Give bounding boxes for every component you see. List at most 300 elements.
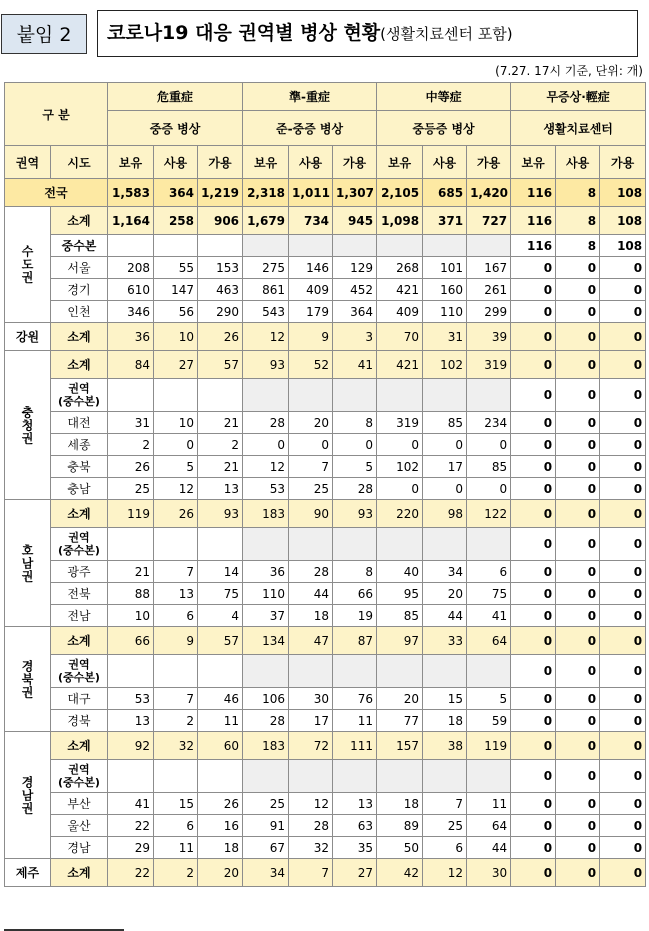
value-cell: 5 <box>154 456 198 478</box>
value-cell: 0 <box>600 434 646 456</box>
value-cell: 543 <box>243 301 289 323</box>
value-cell: 290 <box>198 301 243 323</box>
sido-cell: 권역 (중수본) <box>51 528 108 561</box>
value-cell <box>377 528 423 561</box>
sido-cell: 경기 <box>51 279 108 301</box>
value-cell: 26 <box>198 793 243 815</box>
value-cell: 102 <box>423 351 467 379</box>
sido-cell: 경남 <box>51 837 108 859</box>
header-row-hanja <box>5 83 646 111</box>
value-cell: 3 <box>333 323 377 351</box>
value-cell: 0 <box>600 837 646 859</box>
value-cell: 93 <box>198 500 243 528</box>
value-cell: 0 <box>511 859 556 887</box>
value-cell: 7 <box>154 561 198 583</box>
value-cell: 319 <box>467 351 511 379</box>
value-cell <box>108 528 154 561</box>
sub-header: 가용 <box>467 146 511 179</box>
value-cell: 37 <box>243 605 289 627</box>
value-cell: 0 <box>511 627 556 655</box>
value-cell: 16 <box>198 815 243 837</box>
value-cell: 50 <box>377 837 423 859</box>
value-cell <box>467 235 511 257</box>
value-cell: 17 <box>289 710 333 732</box>
value-cell: 28 <box>333 478 377 500</box>
value-cell: 157 <box>377 732 423 760</box>
value-cell: 106 <box>243 688 289 710</box>
value-cell: 67 <box>243 837 289 859</box>
value-cell: 11 <box>198 710 243 732</box>
table-row <box>5 793 646 815</box>
header-row-sub <box>5 146 646 179</box>
sub-header: 보유 <box>243 146 289 179</box>
value-cell: 0 <box>556 478 600 500</box>
value-cell: 0 <box>511 456 556 478</box>
value-cell: 85 <box>377 605 423 627</box>
value-cell: 0 <box>556 379 600 412</box>
value-cell: 18 <box>198 837 243 859</box>
value-cell: 90 <box>289 500 333 528</box>
value-cell: 8 <box>333 561 377 583</box>
value-cell: 39 <box>467 323 511 351</box>
value-cell <box>289 655 333 688</box>
value-cell: 0 <box>511 837 556 859</box>
value-cell: 41 <box>333 351 377 379</box>
value-cell: 0 <box>600 732 646 760</box>
value-cell: 12 <box>289 793 333 815</box>
value-cell: 734 <box>289 207 333 235</box>
value-cell: 0 <box>511 605 556 627</box>
value-cell: 8 <box>333 412 377 434</box>
table-row <box>5 760 646 793</box>
value-cell: 102 <box>377 456 423 478</box>
value-cell: 44 <box>467 837 511 859</box>
value-cell: 20 <box>377 688 423 710</box>
value-cell <box>154 760 198 793</box>
value-cell: 0 <box>600 793 646 815</box>
value-cell: 0 <box>556 412 600 434</box>
value-cell <box>243 760 289 793</box>
value-cell <box>198 655 243 688</box>
value-cell: 0 <box>556 561 600 583</box>
value-cell: 44 <box>289 583 333 605</box>
group-name-header: 준-중증 병상 <box>243 111 377 146</box>
value-cell: 0 <box>511 279 556 301</box>
value-cell: 22 <box>108 815 154 837</box>
value-cell: 10 <box>154 323 198 351</box>
value-cell: 57 <box>198 351 243 379</box>
table-body <box>5 83 646 887</box>
table-row <box>5 351 646 379</box>
sido-cell: 중수본 <box>51 235 108 257</box>
value-cell <box>243 655 289 688</box>
table-row <box>5 837 646 859</box>
sido-cell: 소계 <box>51 323 108 351</box>
value-cell: 7 <box>154 688 198 710</box>
group-hanja-header: 準-重症 <box>243 83 377 111</box>
value-cell <box>108 379 154 412</box>
value-cell: 60 <box>198 732 243 760</box>
value-cell: 0 <box>556 688 600 710</box>
value-cell: 21 <box>108 561 154 583</box>
value-cell: 0 <box>556 793 600 815</box>
value-cell: 66 <box>108 627 154 655</box>
page-title <box>97 10 638 57</box>
value-cell: 0 <box>511 688 556 710</box>
value-cell <box>423 235 467 257</box>
value-cell <box>154 655 198 688</box>
value-cell: 95 <box>377 583 423 605</box>
value-cell: 38 <box>423 732 467 760</box>
total-value: 1,583 <box>108 179 154 207</box>
total-value: 1,219 <box>198 179 243 207</box>
sub-header: 사용 <box>556 146 600 179</box>
value-cell: 129 <box>333 257 377 279</box>
bed-status-table <box>4 82 646 887</box>
value-cell <box>377 655 423 688</box>
value-cell: 119 <box>108 500 154 528</box>
value-cell: 44 <box>423 605 467 627</box>
value-cell: 33 <box>423 627 467 655</box>
value-cell: 0 <box>289 434 333 456</box>
value-cell: 84 <box>108 351 154 379</box>
title-main: 코로나19 대응 권역별 병상 현황 <box>107 22 381 44</box>
table-row <box>5 627 646 655</box>
sub-header: 사용 <box>154 146 198 179</box>
value-cell: 268 <box>377 257 423 279</box>
value-cell: 42 <box>377 859 423 887</box>
group-name-header: 생활치료센터 <box>511 111 646 146</box>
value-cell: 0 <box>600 323 646 351</box>
value-cell: 7 <box>423 793 467 815</box>
value-cell: 76 <box>333 688 377 710</box>
table-row <box>5 412 646 434</box>
value-cell: 29 <box>108 837 154 859</box>
value-cell: 0 <box>556 583 600 605</box>
region-header: 권역 <box>5 146 51 179</box>
value-cell: 0 <box>511 478 556 500</box>
value-cell: 25 <box>243 793 289 815</box>
table-row <box>5 478 646 500</box>
value-cell: 20 <box>289 412 333 434</box>
value-cell: 0 <box>600 412 646 434</box>
sub-header: 보유 <box>108 146 154 179</box>
value-cell: 610 <box>108 279 154 301</box>
table-row <box>5 561 646 583</box>
value-cell <box>198 379 243 412</box>
value-cell: 28 <box>289 561 333 583</box>
value-cell: 11 <box>154 837 198 859</box>
table-row <box>5 528 646 561</box>
value-cell: 64 <box>467 815 511 837</box>
value-cell: 27 <box>333 859 377 887</box>
value-cell: 27 <box>154 351 198 379</box>
value-cell: 0 <box>154 434 198 456</box>
sido-cell: 광주 <box>51 561 108 583</box>
value-cell: 32 <box>154 732 198 760</box>
value-cell: 0 <box>511 412 556 434</box>
value-cell: 0 <box>511 434 556 456</box>
value-cell: 261 <box>467 279 511 301</box>
value-cell: 179 <box>289 301 333 323</box>
value-cell: 463 <box>198 279 243 301</box>
value-cell: 28 <box>289 815 333 837</box>
value-cell: 13 <box>198 478 243 500</box>
value-cell: 111 <box>333 732 377 760</box>
value-cell: 85 <box>423 412 467 434</box>
value-cell <box>423 379 467 412</box>
value-cell: 34 <box>423 561 467 583</box>
sub-header: 가용 <box>600 146 646 179</box>
value-cell: 0 <box>511 732 556 760</box>
sido-cell: 서울 <box>51 257 108 279</box>
value-cell: 2 <box>108 434 154 456</box>
value-cell: 134 <box>243 627 289 655</box>
value-cell: 75 <box>198 583 243 605</box>
value-cell: 32 <box>289 837 333 859</box>
value-cell: 21 <box>198 456 243 478</box>
total-value: 1,307 <box>333 179 377 207</box>
region-cell: 제주 <box>5 859 51 887</box>
value-cell: 1,679 <box>243 207 289 235</box>
sido-cell: 전남 <box>51 605 108 627</box>
group-name-header: 중등증 병상 <box>377 111 511 146</box>
total-value: 685 <box>423 179 467 207</box>
value-cell: 220 <box>377 500 423 528</box>
value-cell <box>289 528 333 561</box>
value-cell: 14 <box>198 561 243 583</box>
sido-cell: 인천 <box>51 301 108 323</box>
value-cell: 6 <box>154 605 198 627</box>
value-cell: 64 <box>467 627 511 655</box>
value-cell: 0 <box>556 434 600 456</box>
group-hanja-header: 中等症 <box>377 83 511 111</box>
value-cell: 70 <box>377 323 423 351</box>
sido-cell: 대전 <box>51 412 108 434</box>
value-cell: 0 <box>600 710 646 732</box>
value-cell: 18 <box>423 710 467 732</box>
region-cell: 수도권 <box>5 207 51 323</box>
value-cell: 0 <box>467 478 511 500</box>
table-row <box>5 323 646 351</box>
value-cell: 101 <box>423 257 467 279</box>
value-cell <box>333 235 377 257</box>
value-cell <box>243 235 289 257</box>
value-cell: 26 <box>198 323 243 351</box>
value-cell: 0 <box>556 257 600 279</box>
value-cell: 41 <box>467 605 511 627</box>
value-cell: 12 <box>243 456 289 478</box>
value-cell: 0 <box>423 478 467 500</box>
value-cell: 26 <box>108 456 154 478</box>
value-cell: 452 <box>333 279 377 301</box>
sub-header: 사용 <box>289 146 333 179</box>
value-cell: 10 <box>154 412 198 434</box>
value-cell: 2 <box>154 859 198 887</box>
value-cell: 421 <box>377 279 423 301</box>
value-cell: 122 <box>467 500 511 528</box>
value-cell: 15 <box>423 688 467 710</box>
value-cell: 0 <box>556 500 600 528</box>
value-cell <box>243 379 289 412</box>
value-cell: 98 <box>423 500 467 528</box>
value-cell: 10 <box>108 605 154 627</box>
value-cell <box>289 379 333 412</box>
sido-cell: 대구 <box>51 688 108 710</box>
value-cell: 30 <box>289 688 333 710</box>
total-value: 116 <box>511 179 556 207</box>
value-cell <box>333 528 377 561</box>
value-cell: 0 <box>600 760 646 793</box>
value-cell: 0 <box>556 301 600 323</box>
total-value: 108 <box>600 179 646 207</box>
value-cell: 0 <box>600 859 646 887</box>
value-cell <box>467 760 511 793</box>
total-value: 1,011 <box>289 179 333 207</box>
sub-header: 보유 <box>377 146 423 179</box>
value-cell: 299 <box>467 301 511 323</box>
value-cell: 8 <box>556 207 600 235</box>
table-row <box>5 235 646 257</box>
value-cell <box>423 528 467 561</box>
value-cell: 0 <box>600 655 646 688</box>
value-cell <box>154 379 198 412</box>
value-cell: 208 <box>108 257 154 279</box>
value-cell: 36 <box>108 323 154 351</box>
value-cell <box>108 760 154 793</box>
sido-header: 시도 <box>51 146 108 179</box>
sido-cell: 소계 <box>51 207 108 235</box>
value-cell: 28 <box>243 412 289 434</box>
value-cell: 11 <box>333 710 377 732</box>
total-value: 2,105 <box>377 179 423 207</box>
value-cell <box>333 760 377 793</box>
value-cell: 9 <box>154 627 198 655</box>
value-cell: 0 <box>600 301 646 323</box>
value-cell: 110 <box>243 583 289 605</box>
sido-cell: 권역 (중수본) <box>51 760 108 793</box>
value-cell: 85 <box>467 456 511 478</box>
value-cell: 0 <box>467 434 511 456</box>
value-cell <box>423 760 467 793</box>
value-cell: 88 <box>108 583 154 605</box>
sido-cell: 울산 <box>51 815 108 837</box>
value-cell: 0 <box>600 688 646 710</box>
value-cell: 234 <box>467 412 511 434</box>
value-cell: 34 <box>243 859 289 887</box>
value-cell: 727 <box>467 207 511 235</box>
value-cell <box>154 528 198 561</box>
table-row <box>5 379 646 412</box>
value-cell: 35 <box>333 837 377 859</box>
value-cell: 89 <box>377 815 423 837</box>
value-cell: 13 <box>108 710 154 732</box>
value-cell: 0 <box>600 605 646 627</box>
value-cell: 9 <box>289 323 333 351</box>
value-cell: 258 <box>154 207 198 235</box>
value-cell: 421 <box>377 351 423 379</box>
region-cell: 경남권 <box>5 732 51 859</box>
value-cell <box>154 235 198 257</box>
table-row <box>5 434 646 456</box>
attachment-badge: 붙임 2 <box>1 14 87 54</box>
value-cell: 0 <box>556 760 600 793</box>
region-cell: 강원 <box>5 323 51 351</box>
value-cell: 146 <box>289 257 333 279</box>
value-cell: 153 <box>198 257 243 279</box>
value-cell: 6 <box>423 837 467 859</box>
value-cell: 40 <box>377 561 423 583</box>
value-cell: 0 <box>556 323 600 351</box>
table-row <box>5 815 646 837</box>
value-cell: 346 <box>108 301 154 323</box>
value-cell: 0 <box>511 257 556 279</box>
value-cell: 7 <box>289 456 333 478</box>
value-cell <box>377 760 423 793</box>
value-cell: 41 <box>108 793 154 815</box>
total-value: 1,420 <box>467 179 511 207</box>
table-row <box>5 710 646 732</box>
value-cell: 55 <box>154 257 198 279</box>
value-cell: 0 <box>600 456 646 478</box>
value-cell: 6 <box>467 561 511 583</box>
value-cell: 409 <box>377 301 423 323</box>
value-cell: 0 <box>600 815 646 837</box>
sub-header: 보유 <box>511 146 556 179</box>
value-cell: 5 <box>333 456 377 478</box>
sub-header: 가용 <box>198 146 243 179</box>
sido-cell: 부산 <box>51 793 108 815</box>
sido-cell: 소계 <box>51 627 108 655</box>
value-cell: 0 <box>556 605 600 627</box>
total-value: 364 <box>154 179 198 207</box>
value-cell: 20 <box>423 583 467 605</box>
sido-cell: 세종 <box>51 434 108 456</box>
sub-header: 가용 <box>333 146 377 179</box>
value-cell: 0 <box>600 257 646 279</box>
value-cell: 25 <box>108 478 154 500</box>
sido-cell: 소계 <box>51 500 108 528</box>
value-cell: 167 <box>467 257 511 279</box>
value-cell: 0 <box>556 815 600 837</box>
value-cell: 93 <box>243 351 289 379</box>
value-cell <box>377 235 423 257</box>
total-value: 2,318 <box>243 179 289 207</box>
value-cell: 0 <box>556 627 600 655</box>
value-cell: 1,164 <box>108 207 154 235</box>
value-cell: 11 <box>467 793 511 815</box>
value-cell: 906 <box>198 207 243 235</box>
value-cell: 13 <box>333 793 377 815</box>
value-cell: 52 <box>289 351 333 379</box>
value-cell: 93 <box>333 500 377 528</box>
sido-cell: 전북 <box>51 583 108 605</box>
value-cell: 0 <box>511 793 556 815</box>
value-cell: 0 <box>600 583 646 605</box>
group-hanja-header: 무증상·輕症 <box>511 83 646 111</box>
value-cell: 183 <box>243 500 289 528</box>
value-cell: 97 <box>377 627 423 655</box>
total-row <box>5 179 646 207</box>
value-cell: 275 <box>243 257 289 279</box>
value-cell: 0 <box>511 351 556 379</box>
value-cell: 21 <box>198 412 243 434</box>
value-cell: 28 <box>243 710 289 732</box>
value-cell: 31 <box>108 412 154 434</box>
value-cell: 75 <box>467 583 511 605</box>
value-cell: 8 <box>556 235 600 257</box>
value-cell: 0 <box>556 655 600 688</box>
